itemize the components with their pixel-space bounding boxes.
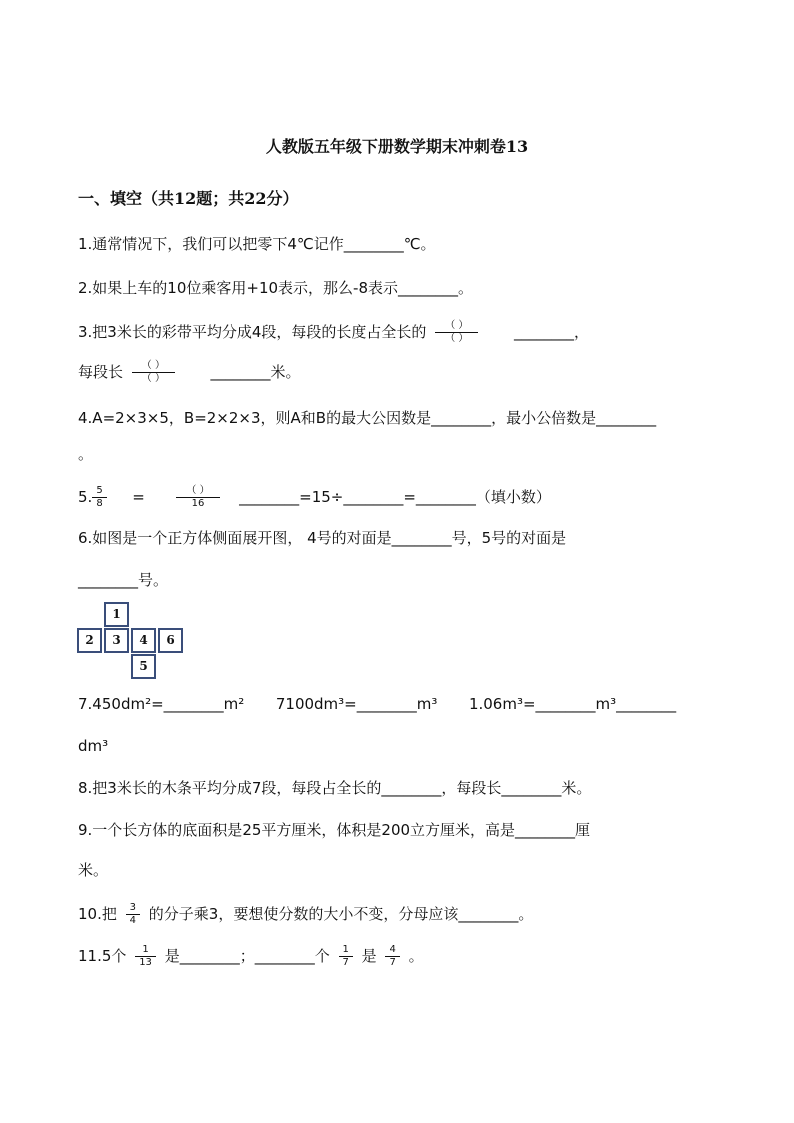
q11-fraction-3-num: 4 <box>389 944 396 955</box>
q11-fraction-1 <box>135 944 156 969</box>
q11-fraction-1-den: 13 <box>135 956 156 969</box>
q5-fraction-2-den: 16 <box>176 497 219 510</box>
net-face-2: 2 <box>77 628 102 653</box>
q7-part-a: 7.450dm²=________m² <box>78 695 245 713</box>
question-7-line-1 <box>78 694 676 714</box>
question-6-line-1: 6.如图是一个正方体侧面展开图， 4号的对面是________号，5号的对面是 <box>78 529 567 547</box>
q5-rest: ________=15÷________=________（填小数） <box>239 488 551 506</box>
q3-fraction-2-num: （ ） <box>141 360 165 371</box>
question-6-line-2: ________号。 <box>78 571 169 589</box>
q10-text-a: 10.把 <box>78 905 117 923</box>
question-4-line-2: 。 <box>78 445 94 463</box>
q3-text-b: ________， <box>513 323 589 341</box>
q3-text-a: 3.把3米长的彩带平均分成4段，每段的长度占全长的 <box>78 323 427 341</box>
q11-fraction-2-den: 7 <box>339 956 353 969</box>
q10-fraction-den: 4 <box>126 914 140 927</box>
question-3-line-2 <box>78 360 301 385</box>
q10-text-b: 的分子乘3，要想使分数的大小不变，分母应该________。 <box>148 905 534 923</box>
net-face-1: 1 <box>104 602 129 627</box>
q3-fraction-1 <box>435 320 478 345</box>
q3-text-c: 每段长 <box>78 363 124 381</box>
q11-fraction-3-den: 7 <box>385 956 399 969</box>
question-4-line-1: 4.A=2×3×5，B=2×2×3，则A和B的最大公因数是________，最小公倍数是________ <box>78 409 657 427</box>
question-9-line-2: 米。 <box>78 861 109 879</box>
net-face-5: 5 <box>131 654 156 679</box>
question-9-line-1: 9.一个长方体的底面积是25平方厘米，体积是200立方厘米，高是________厘 <box>78 821 591 839</box>
q11-text-b: 是________；________个 <box>164 947 330 965</box>
question-10 <box>78 902 533 927</box>
q5-fraction-2 <box>176 485 219 510</box>
net-face-6: 6 <box>158 628 183 653</box>
section-heading: 一、填空（共12题；共22分） <box>78 189 299 208</box>
q5-fraction-1-den: 8 <box>92 497 106 510</box>
question-2: 2.如果上车的10位乘客用+10表示，那么-8表示________。 <box>78 279 474 297</box>
question-5 <box>78 485 551 510</box>
q5-fraction-1-num: 5 <box>96 485 103 496</box>
q11-text-a: 11.5个 <box>78 947 127 965</box>
net-face-3: 3 <box>104 628 129 653</box>
q3-fraction-2-den: （ ） <box>132 372 175 385</box>
q11-text-c: 是 <box>361 947 377 965</box>
q5-equals: = <box>132 488 145 506</box>
q10-fraction <box>126 902 140 927</box>
q7-part-c: 1.06m³=________m³________ <box>468 695 677 713</box>
question-3-line-1 <box>78 320 589 345</box>
page-title: 人教版五年级下册数学期末冲刺卷13 <box>265 137 529 156</box>
q5-fraction-1 <box>92 485 106 510</box>
q3-fraction-1-den: （ ） <box>435 332 478 345</box>
q5-fraction-2-num: （ ） <box>186 485 210 496</box>
q3-fraction-1-num: （ ） <box>445 320 469 331</box>
q3-fraction-2 <box>132 360 175 385</box>
question-11 <box>78 944 424 969</box>
q11-fraction-1-num: 1 <box>142 944 149 955</box>
q11-fraction-2 <box>339 944 353 969</box>
q7-part-b: 7100dm³=________m³ <box>275 695 438 713</box>
question-7-line-2: dm³ <box>78 737 109 755</box>
q3-text-d: ________米。 <box>210 363 301 381</box>
question-8: 8.把3米长的木条平均分成7段，每段占全长的________，每段长________米。 <box>78 779 592 797</box>
q5-prefix: 5. <box>78 488 93 506</box>
net-face-4: 4 <box>131 628 156 653</box>
q10-fraction-num: 3 <box>129 902 137 913</box>
q11-fraction-3 <box>385 944 399 969</box>
q11-fraction-2-num: 1 <box>342 944 349 955</box>
q11-text-d: 。 <box>408 947 424 965</box>
question-1: 1.通常情况下，我们可以把零下4℃记作________℃。 <box>78 235 436 253</box>
